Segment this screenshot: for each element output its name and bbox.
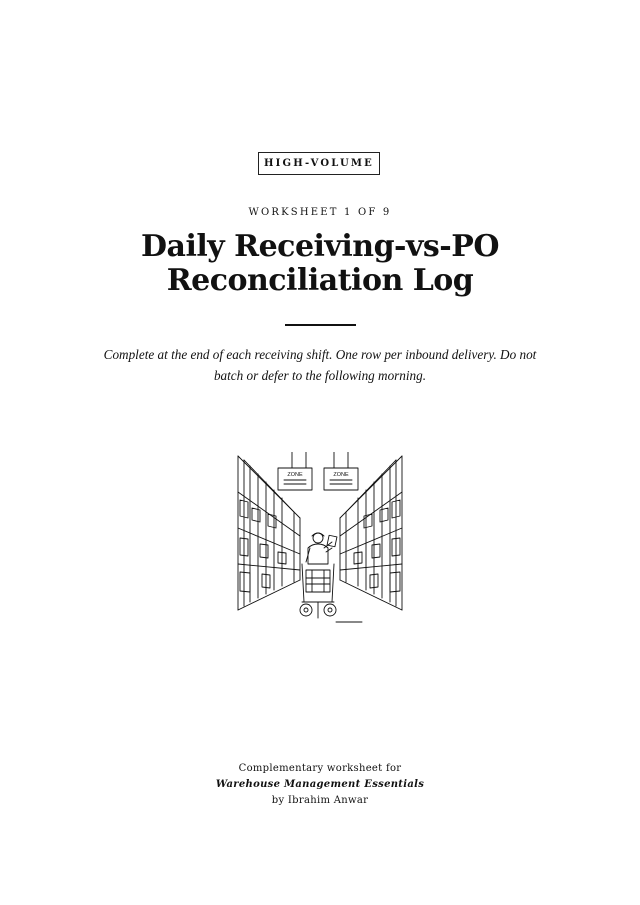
credits: [0, 761, 640, 809]
title-divider: [285, 324, 356, 326]
zone-sign-right: [324, 452, 358, 490]
instructions-line-2: batch or defer to the following morning.: [213, 368, 427, 383]
zone-sign-right-label: ZONE: [333, 472, 349, 478]
author-line: by Ibrahim Anwar: [271, 795, 369, 806]
right-shelving-icon: [340, 456, 402, 610]
worker-icon: [306, 533, 337, 564]
warehouse-aisle-illustration: [232, 452, 408, 628]
page-title-line-2: Reconciliation Log: [166, 263, 474, 298]
page-title-line-1: Daily Receiving-vs-PO: [141, 229, 499, 264]
instructions-line-1: Complete at the end of each receiving shift. One row per inbound delivery. Do not: [103, 347, 537, 362]
zone-sign-left: [278, 452, 312, 490]
worksheet-number: WORKSHEET 1 OF 9: [248, 207, 392, 218]
left-shelving-icon: [238, 456, 300, 610]
page-title: [0, 230, 640, 298]
volume-badge: [258, 152, 380, 175]
zone-sign-left-label: ZONE: [287, 472, 303, 478]
hand-truck-icon: [300, 564, 336, 618]
credits-intro: Complementary worksheet for: [238, 763, 402, 774]
book-title: Warehouse Management Essentials: [215, 779, 425, 790]
volume-badge-label: HIGH-VOLUME: [264, 158, 374, 169]
instructions-text: [100, 344, 540, 386]
